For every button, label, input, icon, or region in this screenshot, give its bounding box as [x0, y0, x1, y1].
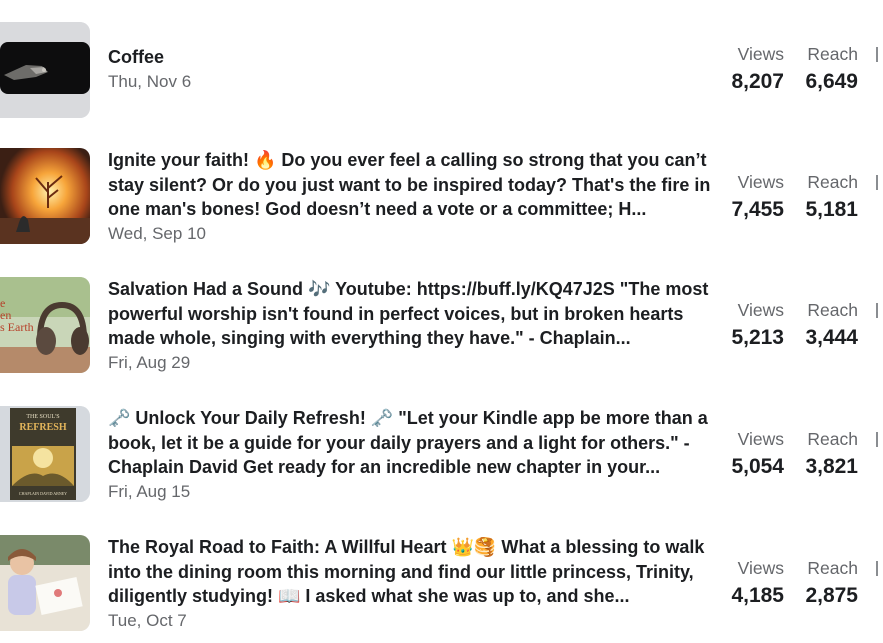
views-value: 5,213: [731, 326, 784, 349]
post-date: Fri, Aug 15: [108, 481, 191, 501]
burning-bush-thumbnail: [0, 148, 90, 244]
thumbnail-text: en: [0, 308, 12, 322]
column-divider: [876, 175, 878, 190]
post-date: Thu, Nov 6: [108, 71, 192, 91]
post-thumbnail[interactable]: [0, 277, 90, 373]
post-thumbnail[interactable]: [0, 148, 90, 244]
post-row[interactable]: [0, 0, 883, 128]
views-metric: [712, 428, 784, 481]
column-divider: [876, 47, 878, 62]
thumbnail-text: THE SOUL'S: [26, 414, 60, 420]
post-thumbnail[interactable]: [0, 535, 90, 631]
reach-label: Reach: [807, 300, 858, 320]
post-text: [108, 148, 713, 245]
post-date: Tue, Oct 7: [108, 610, 187, 630]
post-title[interactable]: 🗝️ Unlock Your Daily Refresh! 🗝️ "Let your Kindle app be more than a book, let it be a guide for your daily prayers and a light for others." - Chaplain David Get ready for an incredible new chapter in your...: [108, 408, 708, 477]
reach-label: Reach: [807, 44, 858, 64]
post-text: [108, 406, 713, 503]
views-label: Views: [737, 558, 784, 578]
post-title[interactable]: The Royal Road to Faith: A Willful Heart 👑🥞 What a blessing to walk into the dining room this morning and find our little princess, Trinity, diligently studying! 📖 I asked what she was up to, and she...: [108, 537, 705, 606]
post-thumbnail[interactable]: [0, 406, 90, 502]
views-label: Views: [737, 172, 784, 192]
reach-label: Reach: [807, 558, 858, 578]
reach-value: 3,444: [805, 326, 858, 349]
dark-image-thumbnail: [0, 22, 90, 118]
reach-metric: [790, 43, 858, 96]
views-metric: [712, 171, 784, 224]
views-value: 5,054: [731, 455, 784, 478]
reach-metric: [790, 557, 858, 610]
headphones-thumbnail: [0, 277, 90, 373]
views-metric: [712, 43, 784, 96]
views-value: 7,455: [731, 198, 784, 221]
thumbnail-text: e: [0, 296, 6, 310]
post-text: [108, 45, 713, 93]
thumbnail-text: CHAPLAIN DAVID ABNEY: [18, 491, 68, 496]
post-row[interactable]: [0, 386, 883, 514]
views-label: Views: [737, 300, 784, 320]
book-cover-thumbnail: [0, 406, 90, 502]
thumbnail-text: s Earth: [0, 320, 34, 334]
views-value: 4,185: [731, 584, 784, 607]
views-label: Views: [737, 44, 784, 64]
post-text: [108, 535, 713, 632]
views-metric: [712, 299, 784, 352]
column-divider: [876, 432, 878, 447]
reach-value: 2,875: [805, 584, 858, 607]
post-date: Wed, Sep 10: [108, 223, 206, 243]
thumbnail-text: REFRESH: [19, 422, 67, 433]
views-metric: [712, 557, 784, 610]
reach-value: 6,649: [805, 70, 858, 93]
reach-label: Reach: [807, 429, 858, 449]
column-divider: [876, 303, 878, 318]
views-value: 8,207: [731, 70, 784, 93]
reach-label: Reach: [807, 172, 858, 192]
post-title[interactable]: Coffee: [108, 47, 165, 67]
reach-value: 5,181: [805, 198, 858, 221]
reach-metric: [790, 299, 858, 352]
post-text: [108, 277, 713, 374]
post-title[interactable]: Salvation Had a Sound 🎶 Youtube: https://buff.ly/KQ47J2S "The most powerful worship isn't found in perfect voices, but in broken hearts made whole, singing with everything they have." - Chaplain...: [108, 279, 709, 348]
post-date: Fri, Aug 29: [108, 352, 191, 372]
post-row[interactable]: [0, 128, 883, 256]
post-thumbnail[interactable]: [0, 22, 90, 118]
column-divider: [876, 561, 878, 576]
reach-value: 3,821: [805, 455, 858, 478]
reach-metric: [790, 428, 858, 481]
child-reading-thumbnail: [0, 535, 90, 631]
post-title[interactable]: Ignite your faith! 🔥 Do you ever feel a calling so strong that you can’t stay silent? Or do you just want to be inspired today? That's the fire in one man's bones! God doesn’t need a vote or a committee; H...: [108, 150, 711, 219]
post-row[interactable]: [0, 257, 883, 385]
views-label: Views: [737, 429, 784, 449]
post-row[interactable]: [0, 515, 883, 643]
reach-metric: [790, 171, 858, 224]
